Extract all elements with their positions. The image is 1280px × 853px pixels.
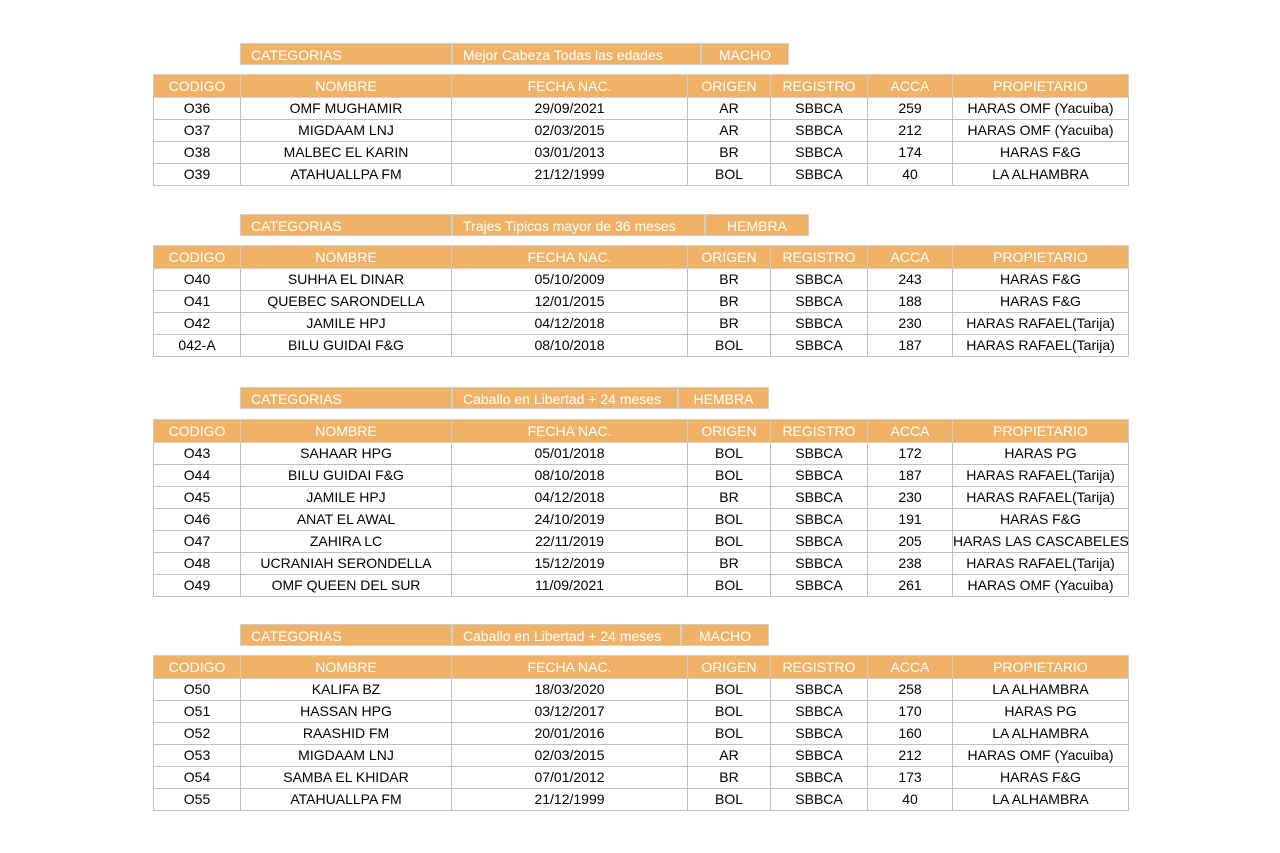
header-row (154, 75, 1129, 98)
column-header: PROPIETARIO (953, 75, 1129, 98)
codigo-cell: O38 (154, 142, 241, 164)
category-bar-3 (240, 387, 769, 409)
table-row (154, 269, 1129, 291)
fecha-cell: 11/09/2021 (452, 575, 688, 597)
column-header: CODIGO (154, 420, 241, 443)
acca-cell: 205 (868, 531, 953, 553)
column-header: REGISTRO (771, 246, 868, 269)
registro-cell: SBBCA (771, 553, 868, 575)
fecha-cell: 02/03/2015 (452, 120, 688, 142)
nombre-cell: RAASHID FM (241, 723, 452, 745)
acca-cell: 40 (868, 789, 953, 811)
fecha-cell: 20/01/2016 (452, 723, 688, 745)
codigo-cell: O52 (154, 723, 241, 745)
registro-cell: SBBCA (771, 98, 868, 120)
nombre-cell: KALIFA BZ (241, 679, 452, 701)
acca-cell: 191 (868, 509, 953, 531)
nombre-cell: SAHAAR HPG (241, 443, 452, 465)
codigo-cell: O36 (154, 98, 241, 120)
acca-cell: 238 (868, 553, 953, 575)
propietario-cell: HARAS OMF (Yacuiba) (953, 98, 1129, 120)
column-header: NOMBRE (241, 246, 452, 269)
column-header: PROPIETARIO (953, 420, 1129, 443)
acca-cell: 173 (868, 767, 953, 789)
origen-cell: BR (688, 553, 771, 575)
origen-cell: BR (688, 767, 771, 789)
codigo-cell: O50 (154, 679, 241, 701)
fecha-cell: 03/12/2017 (452, 701, 688, 723)
fecha-cell: 21/12/1999 (452, 164, 688, 186)
column-header: CODIGO (154, 656, 241, 679)
acca-cell: 212 (868, 745, 953, 767)
fecha-cell: 29/09/2021 (452, 98, 688, 120)
fecha-cell: 21/12/1999 (452, 789, 688, 811)
codigo-cell: O53 (154, 745, 241, 767)
acca-cell: 212 (868, 120, 953, 142)
entries-table-4 (153, 655, 1129, 811)
column-header: PROPIETARIO (953, 656, 1129, 679)
column-header: CODIGO (154, 75, 241, 98)
category-bar-2 (240, 214, 809, 236)
fecha-cell: 08/10/2018 (452, 465, 688, 487)
registro-cell: SBBCA (771, 575, 868, 597)
column-header: REGISTRO (771, 420, 868, 443)
codigo-cell: O48 (154, 553, 241, 575)
propietario-cell: HARAS RAFAEL(Tarija) (953, 553, 1129, 575)
table-row (154, 575, 1129, 597)
column-header: FECHA NAC. (452, 656, 688, 679)
table-row (154, 487, 1129, 509)
acca-cell: 40 (868, 164, 953, 186)
origen-cell: BOL (688, 575, 771, 597)
column-header: ORIGEN (688, 75, 771, 98)
codigo-cell: O42 (154, 313, 241, 335)
column-header: ORIGEN (688, 656, 771, 679)
fecha-cell: 08/10/2018 (452, 335, 688, 357)
acca-cell: 259 (868, 98, 953, 120)
table-row (154, 120, 1129, 142)
fecha-cell: 04/12/2018 (452, 313, 688, 335)
fecha-cell: 05/10/2009 (452, 269, 688, 291)
column-header: ORIGEN (688, 246, 771, 269)
category-name: Caballo en Libertad + 24 meses (452, 624, 681, 646)
propietario-cell: HARAS RAFAEL(Tarija) (953, 465, 1129, 487)
registro-cell: SBBCA (771, 723, 868, 745)
nombre-cell: SAMBA EL KHIDAR (241, 767, 452, 789)
category-name: Caballo en Libertad + 24 meses (452, 387, 678, 409)
acca-cell: 160 (868, 723, 953, 745)
codigo-cell: O37 (154, 120, 241, 142)
propietario-cell: HARAS RAFAEL(Tarija) (953, 313, 1129, 335)
propietario-cell: HARAS F&G (953, 291, 1129, 313)
origen-cell: BR (688, 313, 771, 335)
acca-cell: 170 (868, 701, 953, 723)
category-label: CATEGORIAS (240, 387, 452, 409)
acca-cell: 230 (868, 313, 953, 335)
category-label: CATEGORIAS (240, 43, 452, 65)
propietario-cell: HARAS RAFAEL(Tarija) (953, 487, 1129, 509)
codigo-cell: O46 (154, 509, 241, 531)
nombre-cell: MIGDAAM LNJ (241, 120, 452, 142)
registro-cell: SBBCA (771, 269, 868, 291)
codigo-cell: O55 (154, 789, 241, 811)
fecha-cell: 03/01/2013 (452, 142, 688, 164)
registro-cell: SBBCA (771, 531, 868, 553)
origen-cell: AR (688, 120, 771, 142)
codigo-cell: O49 (154, 575, 241, 597)
column-header: FECHA NAC. (452, 246, 688, 269)
codigo-cell: O40 (154, 269, 241, 291)
acca-cell: 258 (868, 679, 953, 701)
nombre-cell: MALBEC EL KARIN (241, 142, 452, 164)
category-label: CATEGORIAS (240, 624, 452, 646)
codigo-cell: O45 (154, 487, 241, 509)
fecha-cell: 04/12/2018 (452, 487, 688, 509)
propietario-cell: LA ALHAMBRA (953, 789, 1129, 811)
origen-cell: BR (688, 291, 771, 313)
table-row (154, 679, 1129, 701)
registro-cell: SBBCA (771, 120, 868, 142)
propietario-cell: HARAS RAFAEL(Tarija) (953, 335, 1129, 357)
propietario-cell: HARAS F&G (953, 142, 1129, 164)
acca-cell: 230 (868, 487, 953, 509)
propietario-cell: HARAS F&G (953, 509, 1129, 531)
acca-cell: 174 (868, 142, 953, 164)
propietario-cell: HARAS LAS CASCABELES (953, 531, 1129, 553)
registro-cell: SBBCA (771, 335, 868, 357)
column-header: ACCA (868, 246, 953, 269)
nombre-cell: UCRANIAH SERONDELLA (241, 553, 452, 575)
propietario-cell: HARAS OMF (Yacuiba) (953, 120, 1129, 142)
codigo-cell: O43 (154, 443, 241, 465)
origen-cell: BOL (688, 531, 771, 553)
nombre-cell: ATAHUALLPA FM (241, 789, 452, 811)
origen-cell: BOL (688, 465, 771, 487)
registro-cell: SBBCA (771, 487, 868, 509)
table-row (154, 509, 1129, 531)
nombre-cell: OMF MUGHAMIR (241, 98, 452, 120)
category-sex: HEMBRA (678, 387, 769, 409)
fecha-cell: 18/03/2020 (452, 679, 688, 701)
table-row (154, 723, 1129, 745)
origen-cell: BOL (688, 701, 771, 723)
column-header: CODIGO (154, 246, 241, 269)
category-label: CATEGORIAS (240, 214, 452, 236)
origen-cell: BR (688, 487, 771, 509)
propietario-cell: HARAS OMF (Yacuiba) (953, 745, 1129, 767)
nombre-cell: MIGDAAM LNJ (241, 745, 452, 767)
origen-cell: BOL (688, 509, 771, 531)
registro-cell: SBBCA (771, 745, 868, 767)
registro-cell: SBBCA (771, 679, 868, 701)
fecha-cell: 15/12/2019 (452, 553, 688, 575)
column-header: FECHA NAC. (452, 420, 688, 443)
origen-cell: BOL (688, 164, 771, 186)
nombre-cell: ANAT EL AWAL (241, 509, 452, 531)
column-header: FECHA NAC. (452, 75, 688, 98)
registro-cell: SBBCA (771, 443, 868, 465)
propietario-cell: HARAS F&G (953, 269, 1129, 291)
header-row (154, 420, 1129, 443)
category-sex: MACHO (701, 43, 789, 65)
column-header: NOMBRE (241, 75, 452, 98)
registro-cell: SBBCA (771, 465, 868, 487)
nombre-cell: SUHHA EL DINAR (241, 269, 452, 291)
propietario-cell: HARAS PG (953, 443, 1129, 465)
propietario-cell: HARAS OMF (Yacuiba) (953, 575, 1129, 597)
fecha-cell: 07/01/2012 (452, 767, 688, 789)
origen-cell: BOL (688, 723, 771, 745)
entries-table-3 (153, 419, 1129, 597)
nombre-cell: OMF QUEEN DEL SUR (241, 575, 452, 597)
acca-cell: 187 (868, 335, 953, 357)
category-name: Trajes Tipicos mayor de 36 meses (452, 214, 705, 236)
fecha-cell: 22/11/2019 (452, 531, 688, 553)
registro-cell: SBBCA (771, 767, 868, 789)
header-row (154, 656, 1129, 679)
category-sex: MACHO (681, 624, 769, 646)
header-row (154, 246, 1129, 269)
nombre-cell: ZAHIRA LC (241, 531, 452, 553)
column-header: NOMBRE (241, 656, 452, 679)
table-row (154, 313, 1129, 335)
acca-cell: 261 (868, 575, 953, 597)
table-row (154, 291, 1129, 313)
acca-cell: 188 (868, 291, 953, 313)
origen-cell: BOL (688, 679, 771, 701)
table-row (154, 767, 1129, 789)
column-header: ACCA (868, 75, 953, 98)
propietario-cell: LA ALHAMBRA (953, 723, 1129, 745)
category-sex: HEMBRA (705, 214, 809, 236)
origen-cell: AR (688, 98, 771, 120)
registro-cell: SBBCA (771, 142, 868, 164)
origen-cell: BOL (688, 789, 771, 811)
codigo-cell: O47 (154, 531, 241, 553)
codigo-cell: O44 (154, 465, 241, 487)
fecha-cell: 02/03/2015 (452, 745, 688, 767)
entries-table-1 (153, 74, 1129, 186)
table-row (154, 701, 1129, 723)
table-row (154, 553, 1129, 575)
propietario-cell: HARAS PG (953, 701, 1129, 723)
table-row (154, 164, 1129, 186)
nombre-cell: HASSAN HPG (241, 701, 452, 723)
column-header: REGISTRO (771, 75, 868, 98)
table-row (154, 745, 1129, 767)
nombre-cell: BILU GUIDAI F&G (241, 335, 452, 357)
fecha-cell: 05/01/2018 (452, 443, 688, 465)
registro-cell: SBBCA (771, 509, 868, 531)
origen-cell: AR (688, 745, 771, 767)
column-header: REGISTRO (771, 656, 868, 679)
acca-cell: 172 (868, 443, 953, 465)
category-name: Mejor Cabeza Todas las edades (452, 43, 701, 65)
table-row (154, 443, 1129, 465)
origen-cell: BR (688, 269, 771, 291)
column-header: NOMBRE (241, 420, 452, 443)
registro-cell: SBBCA (771, 701, 868, 723)
propietario-cell: LA ALHAMBRA (953, 679, 1129, 701)
codigo-cell: O54 (154, 767, 241, 789)
registro-cell: SBBCA (771, 291, 868, 313)
category-bar-4 (240, 624, 769, 646)
column-header: ORIGEN (688, 420, 771, 443)
codigo-cell: 042-A (154, 335, 241, 357)
table-row (154, 465, 1129, 487)
column-header: PROPIETARIO (953, 246, 1129, 269)
nombre-cell: JAMILE HPJ (241, 487, 452, 509)
table-row (154, 531, 1129, 553)
origen-cell: BR (688, 142, 771, 164)
table-row (154, 142, 1129, 164)
entries-table-2 (153, 245, 1129, 357)
codigo-cell: O51 (154, 701, 241, 723)
acca-cell: 187 (868, 465, 953, 487)
registro-cell: SBBCA (771, 789, 868, 811)
codigo-cell: O39 (154, 164, 241, 186)
nombre-cell: QUEBEC SARONDELLA (241, 291, 452, 313)
column-header: ACCA (868, 420, 953, 443)
acca-cell: 243 (868, 269, 953, 291)
origen-cell: BOL (688, 335, 771, 357)
fecha-cell: 12/01/2015 (452, 291, 688, 313)
codigo-cell: O41 (154, 291, 241, 313)
nombre-cell: ATAHUALLPA FM (241, 164, 452, 186)
origen-cell: BOL (688, 443, 771, 465)
fecha-cell: 24/10/2019 (452, 509, 688, 531)
propietario-cell: HARAS F&G (953, 767, 1129, 789)
nombre-cell: JAMILE HPJ (241, 313, 452, 335)
registro-cell: SBBCA (771, 164, 868, 186)
table-row (154, 98, 1129, 120)
table-row (154, 789, 1129, 811)
nombre-cell: BILU GUIDAI F&G (241, 465, 452, 487)
propietario-cell: LA ALHAMBRA (953, 164, 1129, 186)
registro-cell: SBBCA (771, 313, 868, 335)
table-row (154, 335, 1129, 357)
category-bar-1 (240, 43, 789, 65)
column-header: ACCA (868, 656, 953, 679)
